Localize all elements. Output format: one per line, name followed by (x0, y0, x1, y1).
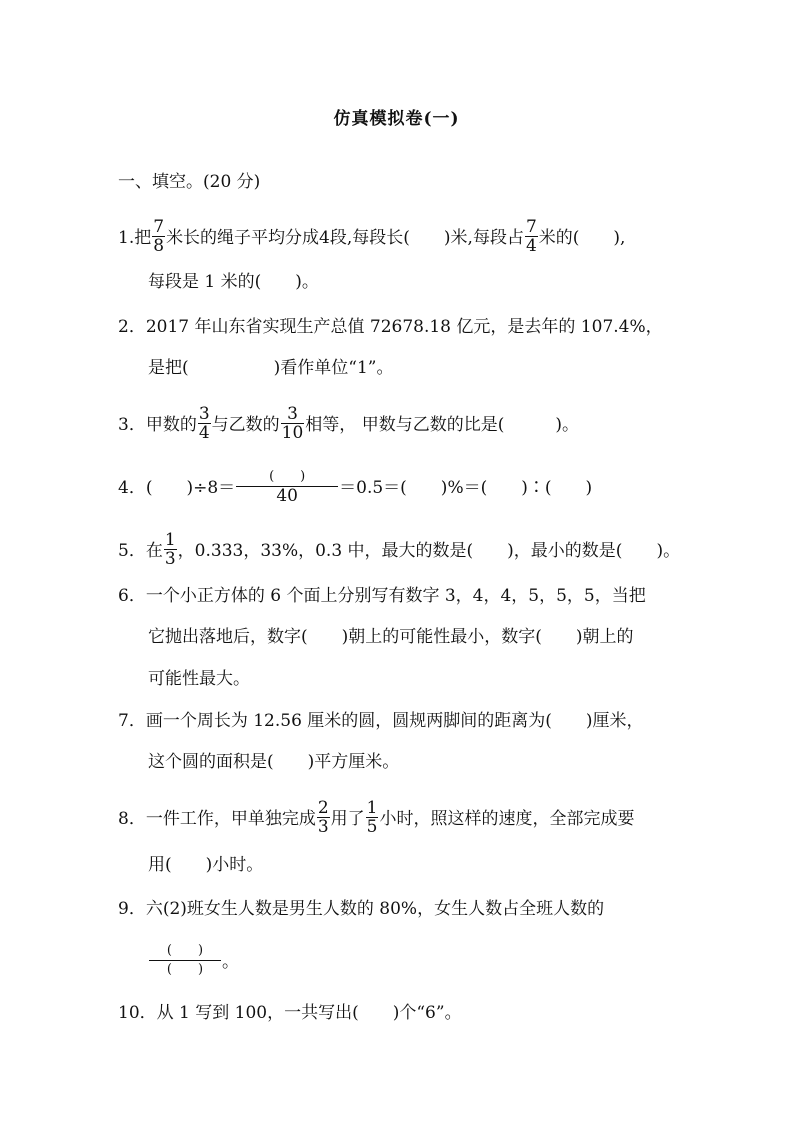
section-heading: 一、填空。(20 分) (118, 172, 261, 192)
fraction-3-10: $\frac{3}{10}$ (281, 404, 304, 443)
question-4: 4．( )÷8＝ $\frac{( )}{40}$ ＝0.5＝( )%＝( )∶( ) (118, 469, 593, 506)
question-6-line-3: 可能性最大。 (148, 669, 250, 689)
question-10: 10．从 1 写到 100，一共写出( )个“6”。 (118, 1003, 462, 1023)
q1-mid: 米长的绳子平均分成4段,每段长( )米,每段占 (166, 228, 524, 248)
question-7-line-2: 这个圆的面积是( )平方厘米。 (148, 752, 400, 772)
question-9: 9．六(2)班女生人数是男生人数的 80%，女生人数占全班人数的 (118, 899, 605, 919)
fraction-3-4: $\frac{3}{4}$ (198, 404, 210, 443)
question-8: 8．一件工作，甲单独完成 $\frac{2}{3}$ 用了 $\frac{1}{5}$ 小时，照这样的速度，全部完成要 (118, 798, 635, 837)
question-6-line-2: 它抛出落地后，数字( )朝上的可能性最小，数字( )朝上的 (148, 627, 634, 647)
question-9-line-2: $\frac{( )}{( )}$ 。 (148, 944, 239, 978)
fraction-answer-blank: $\frac{( )}{( )}$ (149, 942, 221, 979)
question-3: 3．甲数的 $\frac{3}{4}$ 与乙数的 $\frac{3}{10}$ 相等， 甲数与乙数的比是( )。 (118, 404, 579, 443)
page-title: 仿真模拟卷(一) (333, 109, 460, 129)
fraction-1-3: $\frac{1}{3}$ (164, 530, 176, 569)
fraction-1-5: $\frac{1}{5}$ (366, 798, 378, 837)
q1-end: 米的( ), (538, 228, 626, 248)
fraction-7-8: $\frac{7}{8}$ (153, 217, 165, 256)
question-7: 7．画一个周长为 12.56 厘米的圆，圆规两脚间的距离为( )厘米， (118, 711, 644, 731)
fraction-blank-40: $\frac{( )}{40}$ (236, 468, 338, 505)
question-5: 5．在 $\frac{1}{3}$ ，0.333，33%，0.3 中，最大的数是( )，最小的数是( )。 (118, 530, 681, 569)
question-6: 6．一个小正方体的 6 个面上分别写有数字 3，4，4，5，5，5，当把 (118, 586, 646, 606)
q1-prefix: 1.把 (118, 228, 152, 248)
fraction-7-4: $\frac{7}{4}$ (525, 217, 537, 256)
question-1 (118, 217, 626, 256)
fraction-2-3: $\frac{2}{3}$ (317, 798, 329, 837)
question-2: 2．2017 年山东省实现生产总值 72678.18 亿元，是去年的 107.4%， (118, 317, 663, 337)
question-2-line-2: 是把( )看作单位“1”。 (148, 358, 394, 378)
question-8-line-2: 用( )小时。 (148, 855, 264, 875)
question-1-line-2: 每段是 1 米的( )。 (148, 272, 319, 292)
